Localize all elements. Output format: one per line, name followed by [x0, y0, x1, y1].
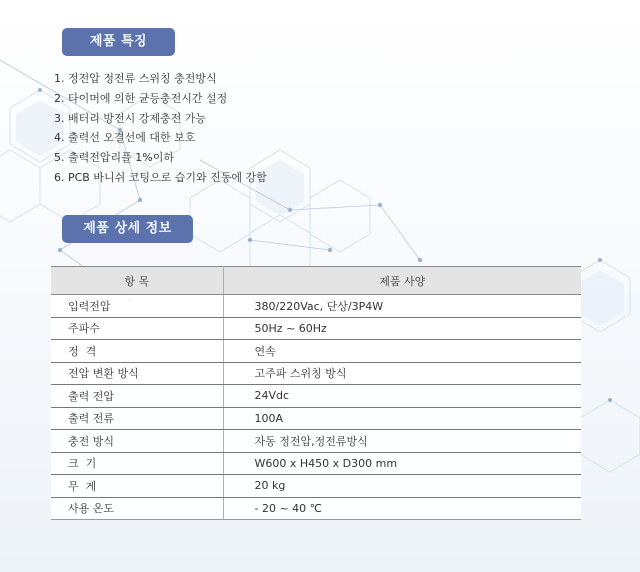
table-row — [51, 295, 581, 318]
row-label: 크 기 — [51, 452, 223, 475]
row-value: 100A — [223, 407, 581, 430]
row-label: 입력전압 — [51, 295, 223, 318]
row-label: 전압 변환 방식 — [51, 362, 223, 385]
table-row — [51, 407, 581, 430]
feature-item: 2. 타이머에 의한 균등충전시간 설정 — [54, 91, 228, 105]
row-label: 정 격 — [51, 340, 223, 363]
row-value: 24Vdc — [223, 385, 581, 408]
features-list — [54, 69, 267, 188]
table-header-row — [51, 267, 581, 295]
row-label: 출력 전압 — [51, 385, 223, 408]
header-spec: 제품 사양 — [223, 267, 581, 295]
header-item: 항 목 — [51, 267, 223, 295]
table-row — [51, 317, 581, 340]
table-row — [51, 340, 581, 363]
table-row — [51, 430, 581, 453]
row-value: 연속 — [223, 340, 581, 363]
row-label: 주파수 — [51, 317, 223, 340]
row-value: 50Hz ~ 60Hz — [223, 317, 581, 340]
spec-table — [51, 266, 581, 520]
row-value: 20 kg — [223, 475, 581, 498]
feature-item: 5. 출력전압리플 1%이하 — [54, 151, 174, 165]
feature-item: 6. PCB 바니쉬 코팅으로 습기와 진동에 강함 — [54, 170, 267, 184]
row-label: 출력 전류 — [51, 407, 223, 430]
table-row — [51, 385, 581, 408]
row-value: - 20 ~ 40 ℃ — [223, 497, 581, 520]
table-row — [51, 475, 581, 498]
feature-item: 3. 배터리 방전시 강제충전 가능 — [54, 111, 206, 125]
features-section-title: 제품 특징 — [62, 28, 175, 56]
table-row — [51, 452, 581, 475]
row-label: 무 게 — [51, 475, 223, 498]
row-value: W600 x H450 x D300 mm — [223, 452, 581, 475]
table-row — [51, 497, 581, 520]
feature-item: 4. 출력선 오결선에 대한 보호 — [54, 131, 196, 145]
row-label: 충전 방식 — [51, 430, 223, 453]
row-value: 380/220Vac, 단상/3P4W — [223, 295, 581, 318]
feature-item: 1. 정전압 정전류 스위칭 충전방식 — [54, 72, 217, 85]
row-label: 사용 온도 — [51, 497, 223, 520]
specs-section-title: 제품 상세 정보 — [62, 215, 193, 243]
row-value: 자동 정전압,정전류방식 — [223, 430, 581, 453]
table-row — [51, 362, 581, 385]
row-value: 고주파 스위칭 방식 — [223, 362, 581, 385]
